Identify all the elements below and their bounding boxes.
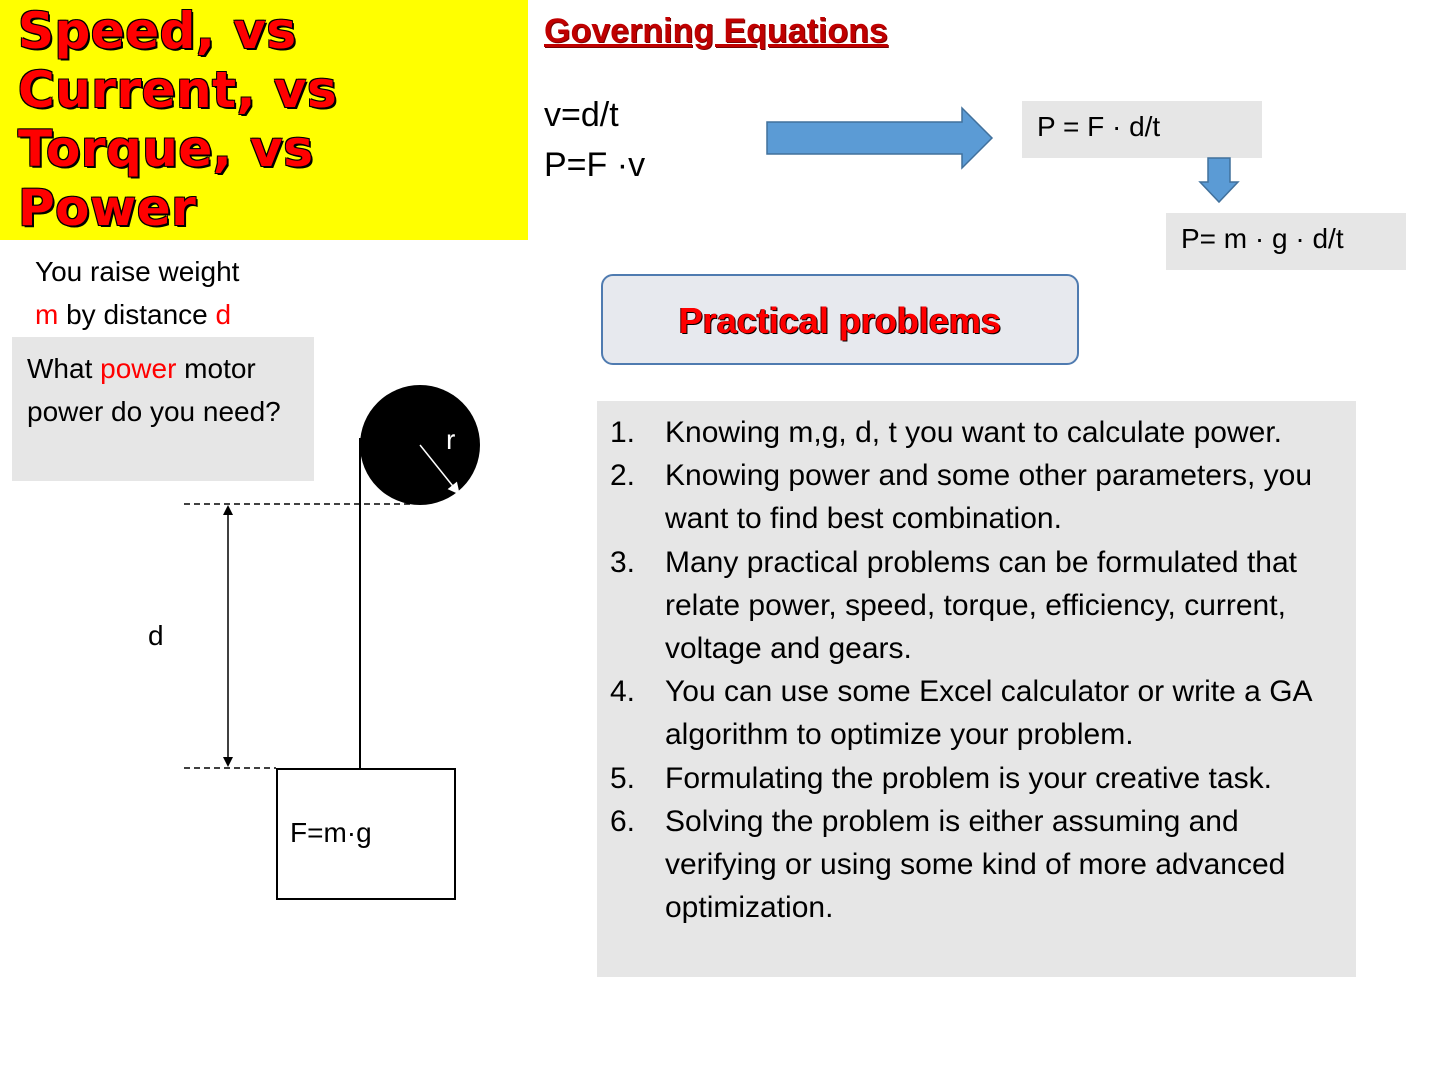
list-text: Many practical problems can be formulated that relate power, speed, torque, efficiency, current, voltage and gears. [665,545,1297,666]
distance-label: d [148,620,164,651]
intro-text [35,250,315,336]
right-arrow-icon [760,100,1000,176]
practical-problems-heading: Practical problems [678,300,1002,341]
question-what: What [27,353,101,384]
list-number: 5. [610,761,636,795]
list-item [610,800,1350,930]
list-number: 3. [610,545,636,579]
question-rest: motor power do you need? [27,353,281,427]
intro-distance-symbol: d [215,299,232,330]
list-text: Solving the problem is either assuming and verifying or using some kind of more advanced optimization. [665,804,1286,925]
list-item [610,670,1350,756]
force-label: F=m·g [290,817,372,848]
list-text: Knowing power and some other parameters, you want to find best combination. [665,459,1313,536]
list-text: Formulating the problem is your creative task. [665,761,1272,795]
list-text: You can use some Excel calculator or write a GA algorithm to optimize your problem. [665,675,1311,752]
list-item [610,757,1350,800]
list-item [610,541,1350,671]
title-line: Speed, vs [18,2,297,60]
problems-list [610,411,1350,929]
list-number: 2. [610,459,636,493]
power-expanded-equation: P = F · d/t [1037,111,1161,142]
radius-label: r [446,424,456,455]
list-number: 6. [610,804,636,838]
governing-equations-heading: Governing Equations [544,12,888,50]
question-power-word: power [100,353,177,384]
title-line: Power [18,179,197,237]
intro-line1: You raise weight [35,256,240,287]
power-equation: P=F ·v [544,146,646,184]
list-item [610,411,1350,454]
power-mass-equation: P= m · g · d/t [1181,223,1344,254]
list-text: Knowing m,g, d, t you want to calculate power. [665,416,1283,449]
intro-mass-symbol: m [35,299,59,330]
title-line: Torque, vs [18,120,314,178]
list-number: 1. [610,416,636,449]
title-line: Current, vs [18,61,338,119]
intro-by-distance: by distance [58,299,216,330]
velocity-equation: v=d/t [544,96,619,134]
down-arrow-icon [1198,156,1242,206]
list-item [610,454,1350,540]
slide-title [18,2,518,238]
list-number: 4. [610,675,636,709]
